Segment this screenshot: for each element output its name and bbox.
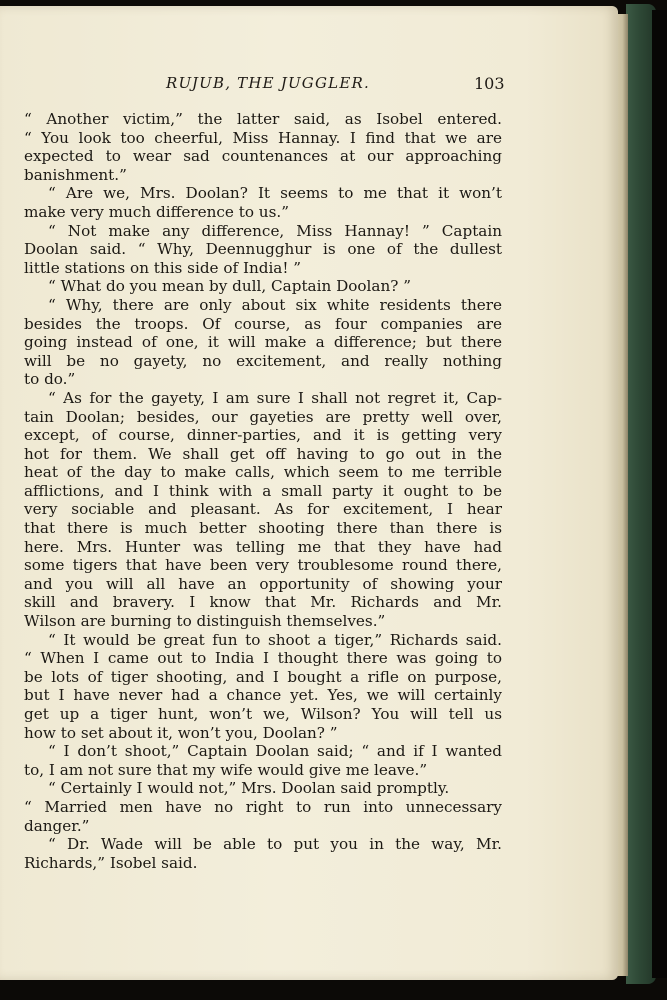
cover-shadow [652,10,667,978]
text-line: how to set about it, won’t you, Doolan? ” [24,723,338,742]
text-line: very sociable and pleasant. As for excitement, I hear [24,500,502,519]
text-line: here. Mrs. Hunter was telling me that they have had [24,537,502,556]
page-header [24,74,504,98]
text-line: Wilson are burning to distinguish themselves.” [24,612,386,631]
text-line: banishment.” [24,165,127,184]
text-line: going instead of one, it will make a difference; but there [24,333,502,352]
text-line: make very much difference to us.” [24,202,289,221]
body-text [24,110,502,872]
text-line: to, I am not sure that my wife would give me leave.” [24,760,428,779]
text-line: “ Married men have no right to run into unnecessary [24,797,502,816]
text-line: “ Why, there are only about six white residents there [48,295,502,314]
text-line: skill and bravery. I know that Mr. Richards and Mr. [24,593,502,612]
text-line: “ Not make any difference, Miss Hannay! ” Captain [48,221,502,240]
text-line: “ I don’t shoot,” Captain Doolan said; “ and if I wanted [48,742,502,761]
text-line: tain Doolan; besides, our gayeties are pretty well over, [24,407,502,426]
text-line: except, of course, dinner-parties, and it is getting very [24,426,502,445]
text-line: get up a tiger hunt, won’t we, Wilson? You will tell us [24,705,502,723]
text-line: will be no gayety, no excitement, and really nothing [24,351,502,370]
text-line: “ It would be great fun to shoot a tiger,” Richards said. [48,630,502,649]
text-line: “ Certainly I would not,” Mrs. Doolan said promptly. [48,779,450,798]
text-line: “ You look too cheerful, Miss Hannay. I find that we are [24,128,502,147]
text-line: be lots of tiger shooting, and I bought a rifle on purpose, [24,667,502,686]
text-line: danger.” [24,816,90,835]
text-line: besides the troops. Of course, as four companies are [24,314,502,333]
text-line: expected to wear sad countenances at our approaching [24,147,502,166]
text-line: some tigers that have been very troublesome round there, [24,556,502,575]
text-line: “ Are we, Mrs. Doolan? It seems to me that it won’t [48,184,502,203]
text-line: Doolan said. “ Why, Deennugghur is one of the dullest [24,240,502,259]
running-title: RUJUB, THE JUGGLER. [166,74,370,92]
text-line: “ As for the gayety, I am sure I shall not regret it, Cap- [48,388,502,407]
text-line: “ When I came out to India I thought there was going to [24,649,502,668]
text-line: afflictions, and I think with a small party it ought to be [24,481,502,500]
text-line: “ Dr. Wade will be able to put you in the way, Mr. [48,835,502,854]
text-line: and you will all have an opportunity of showing your [24,574,502,593]
text-line: “ What do you mean by dull, Captain Doolan? ” [48,277,411,296]
text-line: but I have never had a chance yet. Yes, we will certainly [24,686,502,705]
text-line: hot for them. We shall get off having to go out in the [24,444,502,463]
text-line: heat of the day to make calls, which seem to me terrible [24,463,502,482]
text-line: to do.” [24,370,76,389]
text-line: little stations on this side of India! ” [24,258,302,277]
text-line: “ Another victim,” the latter said, as Isobel entered. [24,110,502,128]
page-number: 103 [474,74,505,93]
text-line: that there is much better shooting there than there is [24,519,502,538]
text-line: Richards,” Isobel said. [24,853,198,872]
book-page [0,6,618,980]
